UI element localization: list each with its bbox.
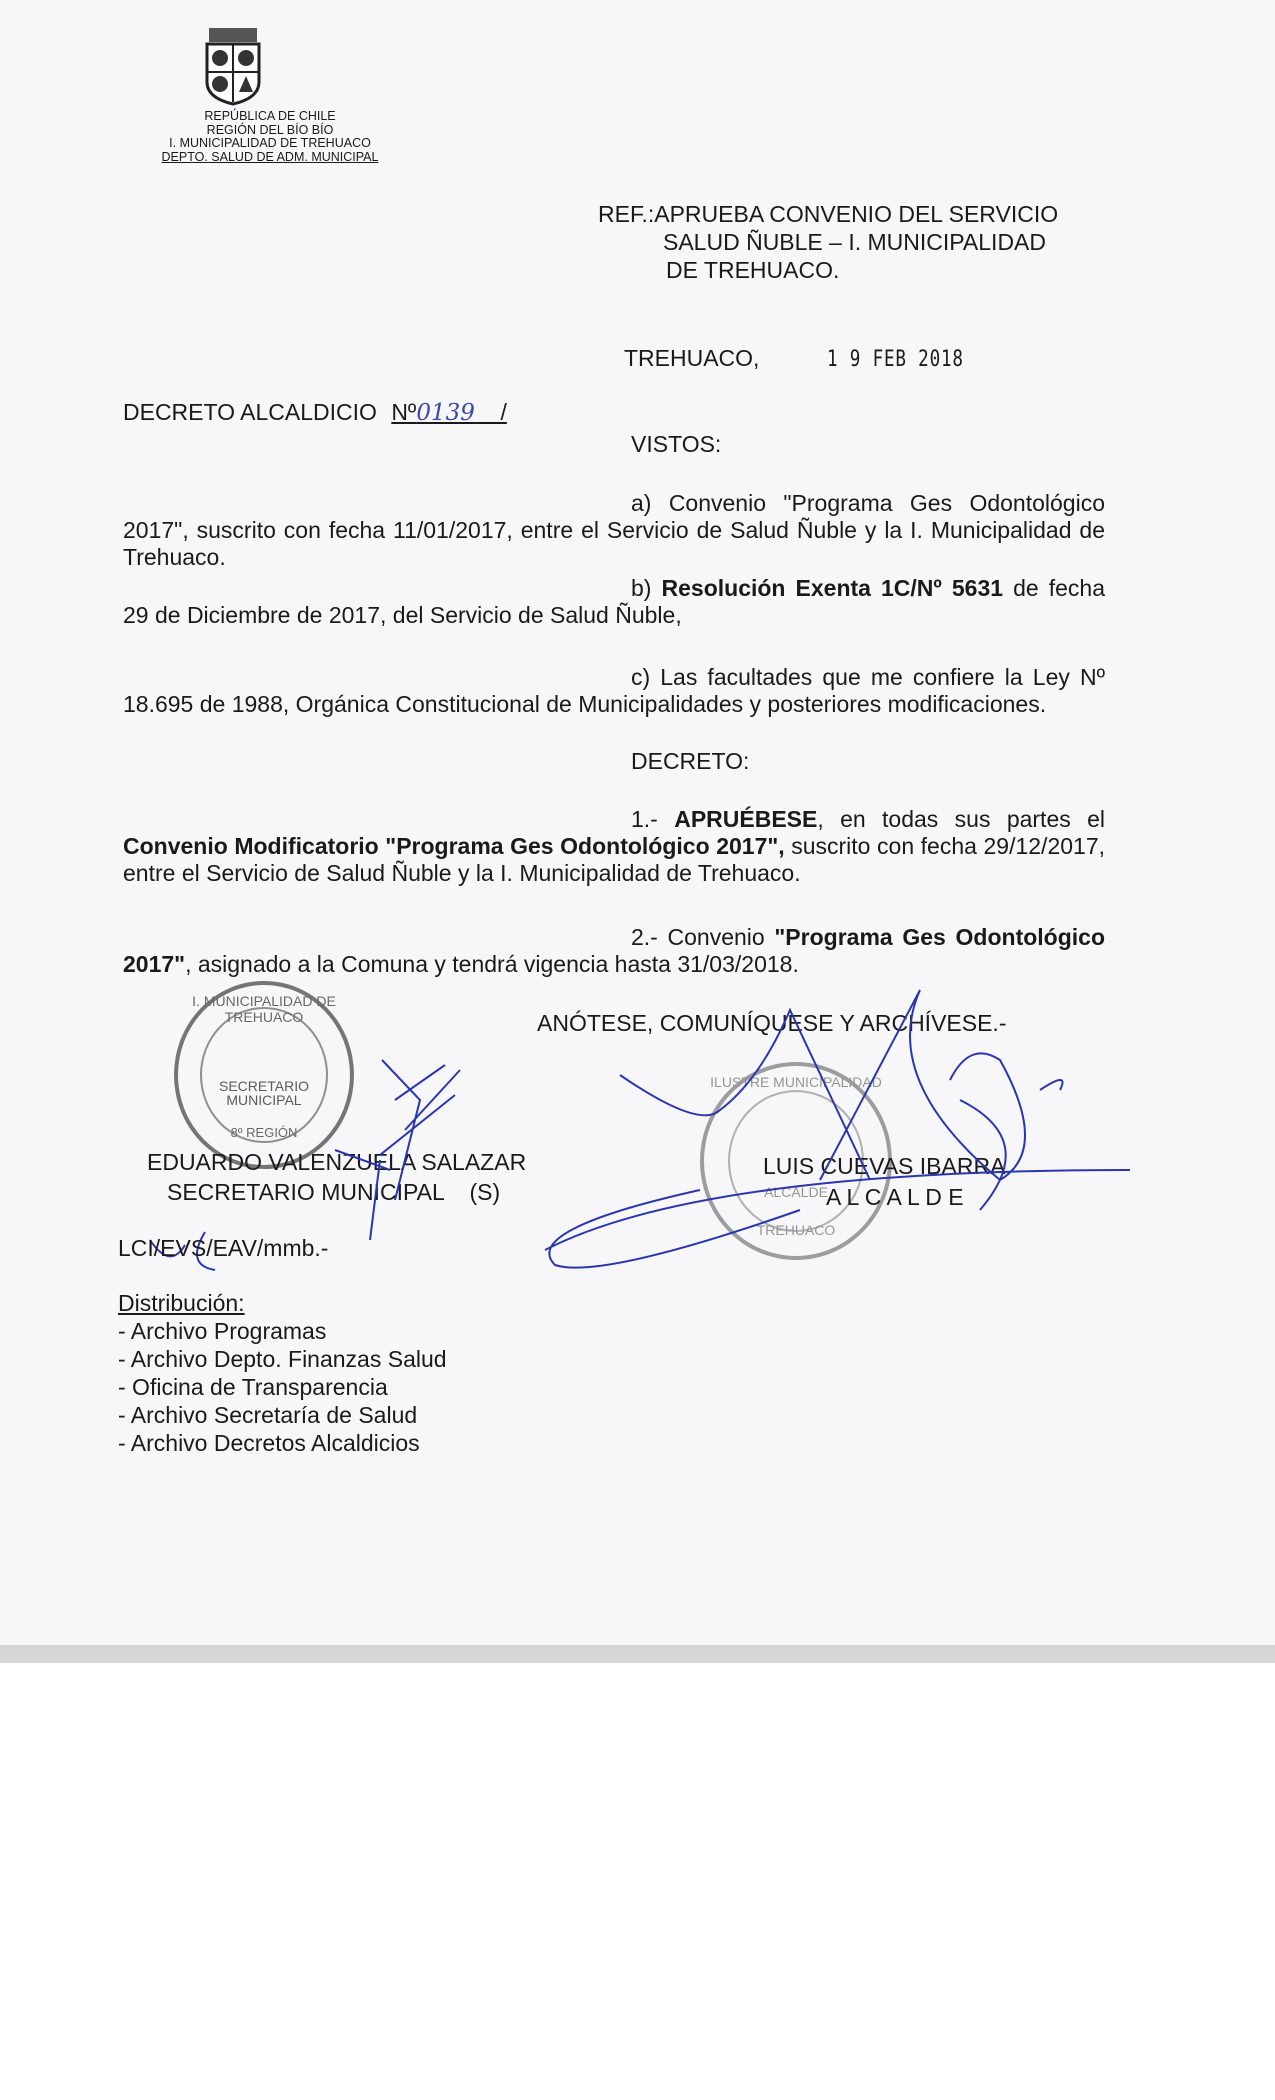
date-stamp: 1 9 FEB 2018: [827, 347, 964, 372]
closing-formula: ANÓTESE, COMUNÍQUESE Y ARCHÍVESE.-: [537, 1010, 1007, 1036]
decree-label: DECRETO ALCALDICIO: [123, 399, 377, 425]
distribution-item: - Oficina de Transparencia: [118, 1374, 388, 1400]
letterhead-line: DEPTO. SALUD DE ADM. MUNICIPAL: [161, 149, 379, 164]
item1-convenio: Convenio Modificatorio "Programa Ges Odontológico 2017",: [123, 833, 785, 859]
secretary-signature: [335, 1060, 460, 1240]
reference-line: SALUD ÑUBLE – I. MUNICIPALIDAD: [663, 229, 1047, 255]
place: TREHUACO,: [624, 345, 760, 371]
item2-text: , asignado a la Comuna y tendrá vigencia hasta 31/03/2018.: [185, 951, 799, 977]
mayor-title: A L C A L D E: [826, 1184, 964, 1210]
distribution: [118, 1289, 447, 1457]
seal-line: MUNICIPAL: [226, 1092, 302, 1108]
letterhead-line: REGIÓN DEL BÍO BÍO: [206, 122, 334, 137]
reference-line: DE TREHUACO.: [666, 257, 840, 283]
seal-bottom-text: TREHUACO: [756, 1222, 836, 1238]
vistos-heading: VISTOS:: [631, 431, 722, 457]
item1-text-end: suscrito con fecha 29/12/2017, entre el Servicio de Salud Ñuble y la I. Municipalidad de Trehuaco.: [123, 833, 1105, 886]
mayor-name: LUIS CUEVAS IBARRA: [763, 1153, 1006, 1179]
secretary-title: SECRETARIO MUNICIPAL (S): [167, 1179, 501, 1205]
decree-number-handwritten: 0139: [416, 400, 475, 426]
item2-program: "Programa Ges Odontológico 2017": [123, 924, 1105, 977]
letterhead-line: I. MUNICIPALIDAD DE TREHUACO: [169, 136, 371, 150]
vistos-c: c) Las facultades que me confiere la Ley Nº 18.695 de 1988, Orgánica Constitucional de Municipalidades y posteriores modificaciones.: [123, 664, 1105, 717]
item1-prefix: 1.-: [631, 806, 675, 832]
distribution-item: - Archivo Programas: [118, 1318, 327, 1344]
distribution-item: - Archivo Secretaría de Salud: [118, 1402, 418, 1428]
seal-line: SECRETARIO: [219, 1078, 309, 1094]
vistos-a: a) Convenio "Programa Ges Odontológico 2017", suscrito con fecha 11/01/2017, entre el Servicio de Salud Ñuble y la I. Municipalidad de Trehuaco.: [123, 490, 1105, 570]
b-prefix: b): [631, 575, 662, 601]
item1-approve: APRUÉBESE: [674, 806, 818, 832]
b-text: de fecha 29 de Diciembre de 2017, del Servicio de Salud Ñuble,: [123, 575, 1106, 628]
seal-bottom-text: 8º REGIÓN: [230, 1125, 298, 1140]
seal-ring-text: I. MUNICIPALIDAD DE TREHUACO: [192, 993, 336, 1025]
number-prefix: Nº: [391, 399, 417, 425]
distribution-title: Distribución:: [118, 1290, 245, 1316]
letterhead-line: REPÚBLICA DE CHILE: [204, 109, 336, 123]
item1-text: , en todas sus partes el: [817, 806, 1105, 832]
seal-center-text: ALCALDE: [764, 1184, 828, 1200]
reference-line: REF.:APRUEBA CONVENIO DEL SERVICIO: [598, 201, 1059, 227]
decree-slash: /: [500, 399, 507, 425]
secretary-name: EDUARDO VALENZUELA SALAZAR: [147, 1149, 527, 1175]
seal-ring-text: ILUSTRE MUNICIPALIDAD: [710, 1074, 882, 1090]
decreto-heading: DECRETO:: [631, 748, 750, 774]
page-edge: [0, 1645, 1275, 1663]
item2-prefix: 2.- Convenio: [631, 924, 775, 950]
mayor-signature: [545, 990, 1130, 1268]
distribution-item: - Archivo Depto. Finanzas Salud: [118, 1346, 447, 1372]
initials: LCI/EVS/EAV/mmb.-: [118, 1235, 329, 1261]
distribution-item: - Archivo Decretos Alcaldicios: [118, 1430, 420, 1456]
b-resolution: Resolución Exenta 1C/Nº 5631: [661, 575, 1004, 601]
